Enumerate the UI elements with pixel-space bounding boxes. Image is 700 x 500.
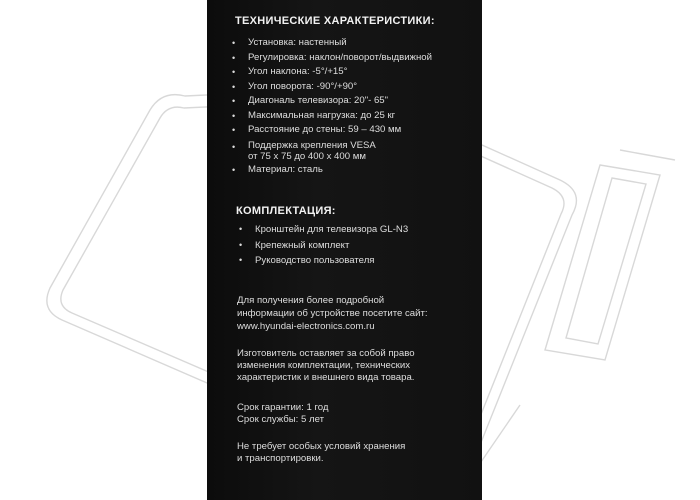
bullet-icon: • — [232, 67, 236, 77]
list-item: • Расстояние до стены: 59 – 430 мм — [229, 123, 432, 138]
list-item: • Установка: настенный — [229, 36, 432, 51]
storage-paragraph — [237, 441, 477, 465]
info-paragraph — [237, 295, 477, 333]
list-item: • Максимальная нагрузка: до 25 кг — [229, 109, 432, 124]
disclaimer-line: характеристик и внешнего вида товара. — [237, 372, 415, 384]
bullet-icon: • — [232, 110, 236, 121]
info-line: информации об устройстве посетите сайт: — [237, 307, 428, 319]
list-item: • Угол поворота: -90°/+90° — [229, 80, 432, 95]
package-list — [236, 222, 408, 269]
package-heading: КОМПЛЕКТАЦИЯ: — [236, 205, 336, 217]
bullet-icon: • — [232, 81, 236, 92]
disclaimer-line: изменения комплектации, технических — [237, 360, 411, 372]
product-info-panel — [207, 0, 482, 500]
disclaimer-paragraph — [237, 348, 477, 385]
list-item: • Кронштейн для телевизора GL-N3 — [236, 222, 408, 238]
specs-list — [229, 36, 432, 177]
info-line: Для получения более подробной — [237, 295, 385, 306]
list-item: • Регулировка: наклон/поворот/выдвижной — [229, 51, 432, 66]
bullet-icon: • — [232, 52, 236, 63]
list-item-material: • Материал: сталь — [229, 163, 432, 178]
disclaimer-line: Изготовитель оставляет за собой право — [237, 348, 415, 359]
list-item: • Угол наклона: -5°/+15° — [229, 65, 432, 80]
storage-line: и транспортировки. — [237, 453, 324, 465]
list-item-vesa: • Поддержка крепления VESA от 75 х 75 до 400 х 400 мм — [232, 139, 376, 162]
bullet-icon: • — [232, 125, 236, 135]
warranty-paragraph — [237, 402, 477, 426]
service-life: Срок службы: 5 лет — [237, 414, 325, 426]
warranty-period: Срок гарантии: 1 год — [237, 402, 329, 413]
list-item: • Диагональ телевизора: 20"- 65" — [229, 94, 432, 109]
storage-line: Не требует особых условий хранения — [237, 441, 406, 452]
bullet-icon: • — [239, 224, 243, 234]
list-item: • Крепежный комплект — [236, 238, 408, 254]
bullet-icon: • — [232, 164, 236, 175]
bullet-icon: • — [232, 38, 236, 48]
list-item: • Руководство пользователя — [236, 253, 408, 269]
bullet-icon: • — [239, 239, 243, 250]
bullet-icon: • — [239, 255, 243, 265]
specs-heading: ТЕХНИЧЕСКИЕ ХАРАКТЕРИСТИКИ: — [235, 15, 435, 27]
bullet-icon: • — [232, 96, 236, 106]
website-url: www.hyundai-electronics.com.ru — [237, 320, 375, 332]
bullet-icon: • — [232, 141, 236, 152]
